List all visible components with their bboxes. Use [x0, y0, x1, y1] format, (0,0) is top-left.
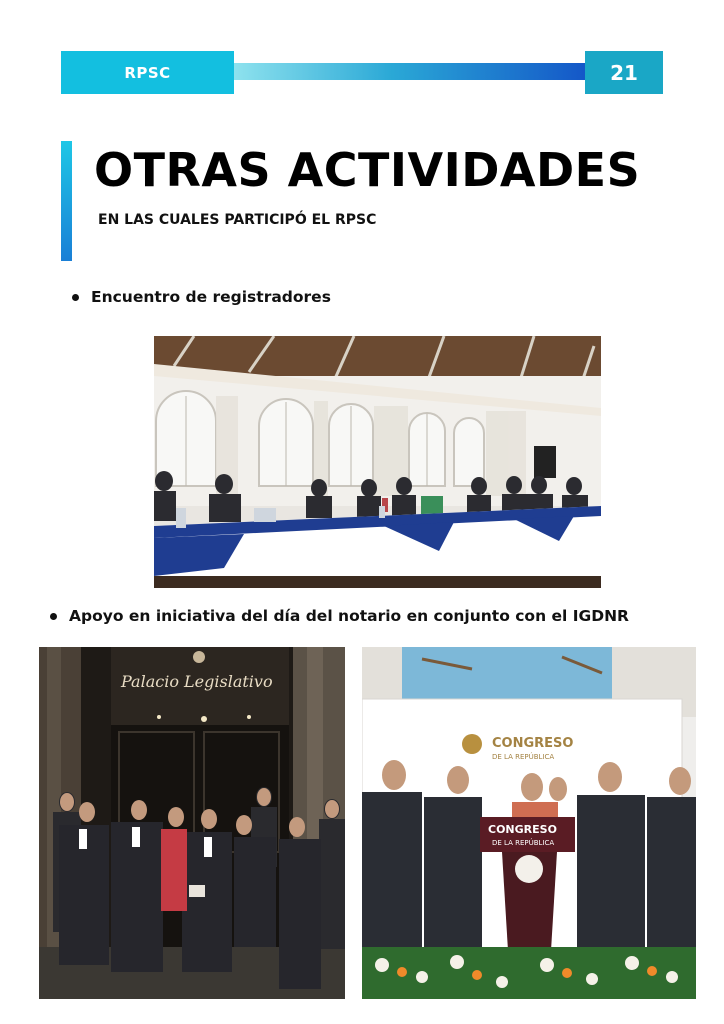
page-number-box	[585, 51, 663, 94]
header-gradient-bar	[234, 63, 586, 80]
backdrop-banner-title: CONGRESO	[492, 736, 574, 751]
page-title: OTRAS ACTIVIDADES	[94, 143, 641, 197]
palace-sign-text: Palacio Legislativo	[121, 672, 273, 691]
header-section-label: RPSC	[124, 63, 171, 82]
palace-group-photo	[39, 647, 345, 999]
page-subtitle: EN LAS CUALES PARTICIPÓ EL RPSC	[98, 212, 377, 228]
activity-label-1: Encuentro de registradores	[91, 288, 331, 306]
meeting-photo	[154, 336, 601, 588]
bullet-dot-icon	[50, 613, 57, 620]
activity-label-2: Apoyo en iniciativa del día del notario en conjunto con el IGDNR	[69, 607, 629, 625]
header-section-tab	[61, 51, 234, 94]
congress-press-photo	[362, 647, 696, 999]
activity-bullet-2	[50, 607, 629, 625]
bullet-dot-icon	[72, 294, 79, 301]
podium-subtitle: DE LA REPÚBLICA	[492, 839, 555, 847]
activity-bullet-1	[72, 288, 331, 306]
page-number: 21	[610, 60, 638, 85]
podium-title: CONGRESO	[488, 823, 557, 836]
backdrop-banner-subtitle: DE LA REPÚBLICA	[492, 753, 555, 761]
title-accent-rule	[61, 141, 72, 261]
